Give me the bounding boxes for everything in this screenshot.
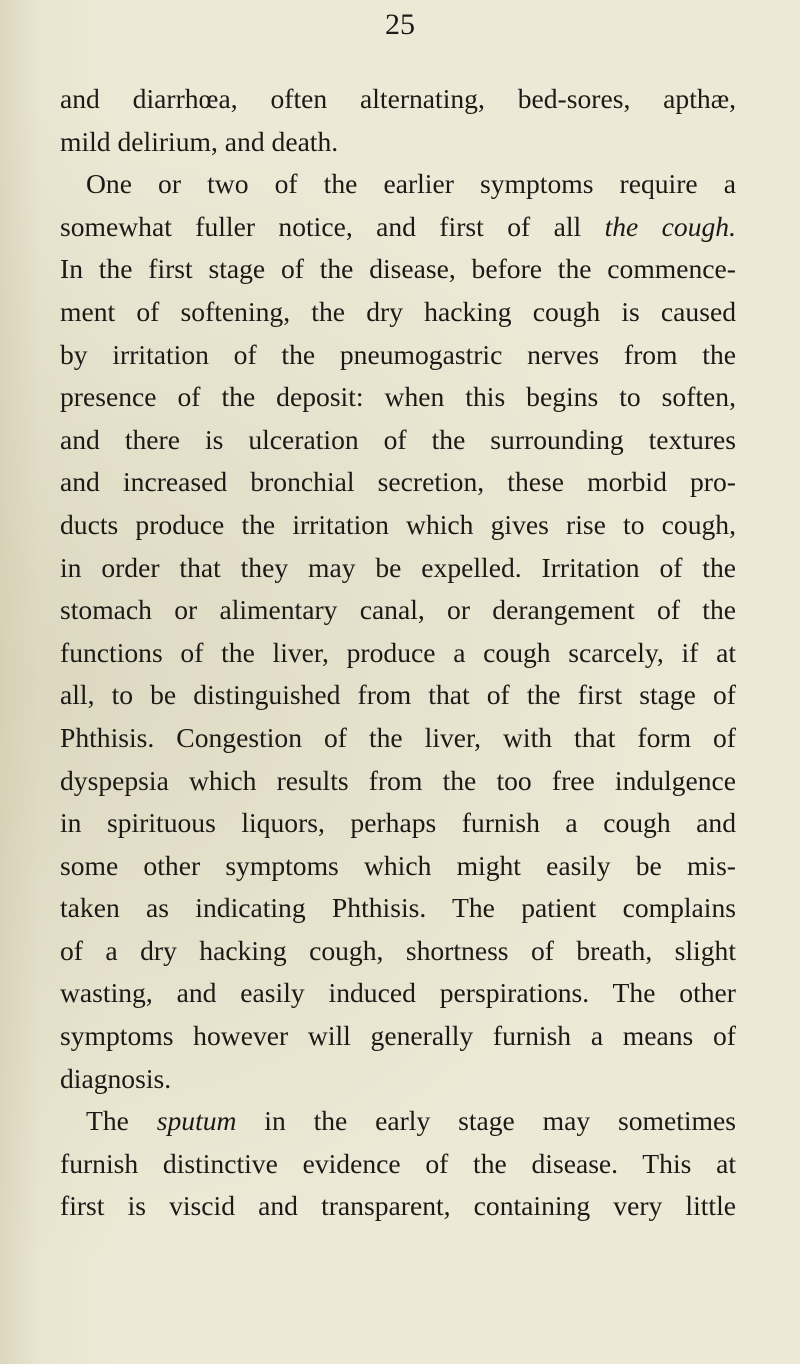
- text-line: and increased bronchial secretion, these morbid pro-: [60, 466, 736, 498]
- text-line: and there is ulceration of the surrounding textures: [60, 423, 736, 455]
- text-line: furnish distinctive evidence of the disease. This at: [60, 1147, 736, 1179]
- text-line: some other symptoms which might easily be mis-: [60, 849, 736, 881]
- italic-word: sputum: [156, 1105, 237, 1137]
- text-run: in the early stage may sometimes: [236, 1105, 736, 1137]
- text-line: ducts produce the irritation which gives rise to cough,: [60, 508, 736, 540]
- text-line: wasting, and easily induced perspirations. The other: [60, 977, 736, 1009]
- text-run: The: [86, 1105, 157, 1137]
- text-line: symptoms however will generally furnish a means of: [60, 1020, 736, 1052]
- text-line: in spirituous liquors, perhaps furnish a cough and: [60, 807, 736, 839]
- text-line: stomach or alimentary canal, or derangement of the: [60, 594, 736, 626]
- italic-phrase: the cough.: [604, 210, 736, 242]
- text-line: and diarrhœa, often alternating, bed-sores, apthæ,: [60, 83, 736, 114]
- text-line: In the first stage of the disease, before the commence-: [60, 253, 736, 285]
- text-line: all, to be distinguished from that of the first stage of: [60, 679, 736, 711]
- text-line: functions of the liver, produce a cough scarcely, if at: [60, 636, 736, 668]
- text-line: taken as indicating Phthisis. The patient complains: [60, 892, 736, 924]
- text-line: by irritation of the pneumogastric nerves from the: [60, 338, 736, 370]
- text-line: [60, 206, 736, 249]
- text-line: dyspepsia which results from the too free indulgence: [60, 764, 736, 796]
- text-run: somewhat fuller notice, and first of all: [60, 210, 605, 242]
- text-line: in order that they may be expelled. Irritation of the: [60, 551, 736, 583]
- text-line: of a dry hacking cough, shortness of breath, slight: [60, 934, 736, 966]
- text-line: Phthisis. Congestion of the liver, with that form of: [60, 721, 736, 753]
- text-line: diagnosis.: [60, 1062, 172, 1094]
- text-line: [60, 1100, 736, 1143]
- text-line: presence of the deposit: when this begins to soften,: [60, 381, 736, 413]
- page-number: 25: [385, 8, 415, 41]
- text-line: first is viscid and transparent, containing very little: [60, 1190, 736, 1222]
- text-line: mild delirium, and death.: [60, 125, 339, 157]
- text-line: ment of softening, the dry hacking cough is caused: [60, 295, 736, 327]
- body-text: [60, 78, 736, 1228]
- text-line: One or two of the earlier symptoms require a: [86, 168, 736, 200]
